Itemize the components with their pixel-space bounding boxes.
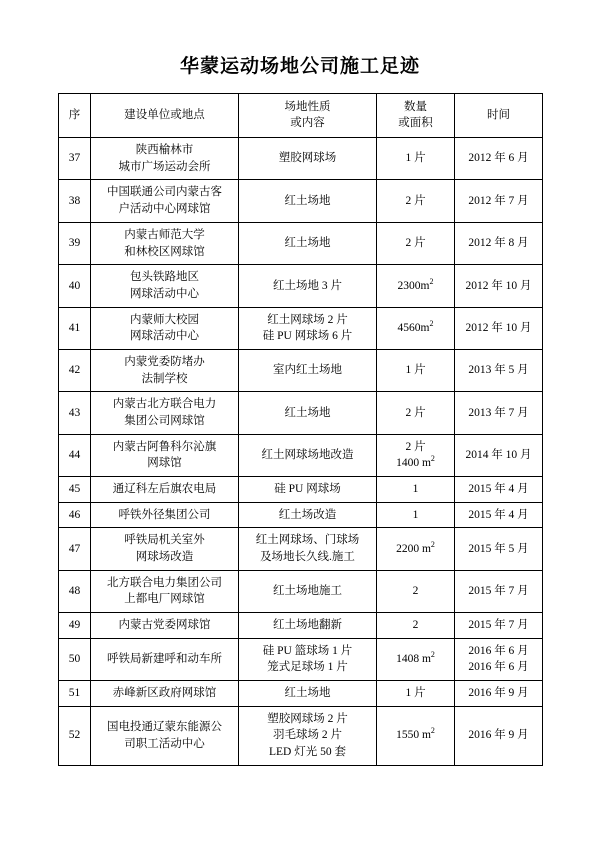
table-row bbox=[59, 638, 543, 680]
table-row bbox=[59, 476, 543, 502]
cell-unit bbox=[91, 502, 239, 528]
column-header-nature-line1: 场地性质 bbox=[284, 100, 331, 113]
cell-qty bbox=[377, 476, 455, 502]
page-title: 华蒙运动场地公司施工足迹 bbox=[179, 56, 420, 77]
cell-qty bbox=[377, 307, 455, 349]
cell-qty-line: 2200 $m^2$ bbox=[396, 539, 435, 555]
cell-unit bbox=[91, 476, 239, 502]
cell-time bbox=[455, 392, 543, 434]
cell-qty-line: $2300m^2$ bbox=[397, 276, 434, 292]
table-row bbox=[59, 502, 543, 528]
cell-time bbox=[455, 138, 543, 180]
table-row bbox=[59, 570, 543, 612]
cell-nature-line: 红土场地翻新 bbox=[273, 618, 342, 631]
cell-unit-line: 内蒙古阿鲁科尔沁旗 bbox=[112, 440, 217, 453]
cell-nature bbox=[239, 476, 377, 502]
cell-unit-line: 城市广场运动会所 bbox=[118, 160, 211, 173]
cell-qty bbox=[377, 392, 455, 434]
cell-nature-line: 塑胶网球场 bbox=[278, 152, 337, 165]
cell-unit-line: 内蒙师大校园 bbox=[130, 313, 199, 326]
cell-unit-line: 国电投通辽蒙东能源公 bbox=[107, 720, 222, 733]
cell-time bbox=[455, 349, 543, 391]
cell-nature-line: 红土网球场 2 片 bbox=[267, 313, 348, 326]
table-row bbox=[59, 138, 543, 180]
cell-time bbox=[455, 180, 543, 222]
cell-time-line: 2016 年 9 月 bbox=[468, 686, 529, 699]
cell-qty bbox=[377, 138, 455, 180]
cell-nature bbox=[239, 502, 377, 528]
cell-qty bbox=[377, 612, 455, 638]
cell-time bbox=[455, 307, 543, 349]
table-header-row bbox=[59, 93, 543, 137]
cell-time bbox=[455, 680, 543, 706]
cell-unit bbox=[91, 180, 239, 222]
cell-seq: 48 bbox=[59, 570, 91, 612]
column-header-seq: 序 bbox=[59, 93, 91, 137]
cell-nature bbox=[239, 706, 377, 765]
cell-unit-line: 陕西榆林市 bbox=[135, 144, 194, 157]
cell-unit-line: 司职工活动中心 bbox=[124, 737, 205, 750]
cell-qty bbox=[377, 222, 455, 264]
cell-time bbox=[455, 570, 543, 612]
cell-unit-line: 网球活动中心 bbox=[130, 330, 199, 343]
cell-nature-line: 硅 PU 篮球场 1 片 bbox=[262, 644, 353, 657]
cell-unit-line: 北方联合电力集团公司 bbox=[107, 576, 222, 589]
cell-nature bbox=[239, 349, 377, 391]
cell-seq: 49 bbox=[59, 612, 91, 638]
cell-time bbox=[455, 265, 543, 307]
cell-unit-line: 内蒙古师范大学 bbox=[124, 228, 205, 241]
cell-qty-line: 1 片 bbox=[405, 152, 426, 165]
table-row bbox=[59, 180, 543, 222]
cell-seq: 43 bbox=[59, 392, 91, 434]
column-header-unit: 建设单位或地点 bbox=[91, 93, 239, 137]
cell-unit-line: 法制学校 bbox=[141, 372, 188, 385]
cell-nature-line: 硅 PU 网球场 6 片 bbox=[262, 330, 353, 343]
cell-qty-line: 1 片 bbox=[405, 686, 426, 699]
cell-nature bbox=[239, 307, 377, 349]
cell-seq: 50 bbox=[59, 638, 91, 680]
cell-unit-line: 赤峰新区政府网球馆 bbox=[112, 686, 217, 699]
cell-nature-line: 塑胶网球场 2 片 bbox=[267, 712, 348, 725]
cell-nature-line: 红土场地 bbox=[284, 237, 331, 250]
column-header-time: 时间 bbox=[455, 93, 543, 137]
cell-nature bbox=[239, 392, 377, 434]
cell-seq: 44 bbox=[59, 434, 91, 476]
cell-time bbox=[455, 612, 543, 638]
cell-qty bbox=[377, 265, 455, 307]
cell-time bbox=[455, 706, 543, 765]
cell-nature bbox=[239, 638, 377, 680]
cell-nature-line: 红土场地施工 bbox=[273, 584, 342, 597]
cell-seq: 37 bbox=[59, 138, 91, 180]
cell-time bbox=[455, 528, 543, 570]
cell-unit bbox=[91, 706, 239, 765]
table-body bbox=[59, 138, 543, 765]
cell-nature-line: 硅 PU 网球场 bbox=[274, 482, 341, 495]
cell-seq: 39 bbox=[59, 222, 91, 264]
cell-qty-line: 1400 $m^2$ bbox=[396, 454, 435, 470]
cell-qty-line: 2 片 bbox=[405, 194, 426, 207]
cell-seq: 46 bbox=[59, 502, 91, 528]
cell-time-line: 2016 年 9 月 bbox=[468, 729, 529, 742]
cell-time-line: 2014 年 10 月 bbox=[465, 448, 532, 461]
column-header-nature bbox=[239, 93, 377, 137]
cell-qty bbox=[377, 528, 455, 570]
cell-qty bbox=[377, 434, 455, 476]
cell-qty bbox=[377, 502, 455, 528]
cell-time-line: 2013 年 7 月 bbox=[468, 406, 529, 419]
cell-nature-line: 及场地长久线.施工 bbox=[260, 550, 355, 563]
cell-qty bbox=[377, 680, 455, 706]
cell-qty-line: $4560m^2$ bbox=[397, 319, 434, 334]
cell-unit bbox=[91, 265, 239, 307]
cell-nature bbox=[239, 680, 377, 706]
cell-time bbox=[455, 434, 543, 476]
cell-time-line: 2016 年 6 月 bbox=[468, 661, 529, 674]
cell-nature bbox=[239, 265, 377, 307]
cell-qty-line: 2 bbox=[412, 584, 419, 597]
cell-unit bbox=[91, 434, 239, 476]
cell-unit bbox=[91, 349, 239, 391]
cell-seq: 38 bbox=[59, 180, 91, 222]
cell-qty-line: 1550 $m^2$ bbox=[396, 726, 435, 742]
table-header bbox=[59, 93, 543, 137]
cell-unit-line: 中国联通公司内蒙古客 bbox=[107, 186, 222, 199]
cell-unit bbox=[91, 222, 239, 264]
cell-seq: 52 bbox=[59, 706, 91, 765]
column-header-qty-line1: 数量 bbox=[404, 100, 427, 113]
cell-nature-line: 红土网球场地改造 bbox=[261, 448, 354, 461]
cell-time-line: 2012 年 8 月 bbox=[468, 237, 529, 250]
cell-nature-line: 红土场地 3 片 bbox=[273, 279, 342, 292]
cell-unit-line: 呼铁外径集团公司 bbox=[118, 508, 211, 521]
cell-qty-line: 2 bbox=[412, 618, 419, 631]
cell-qty bbox=[377, 638, 455, 680]
cell-seq: 47 bbox=[59, 528, 91, 570]
table-row bbox=[59, 222, 543, 264]
table-row bbox=[59, 434, 543, 476]
cell-nature bbox=[239, 434, 377, 476]
cell-unit-line: 网球馆 bbox=[147, 457, 182, 470]
cell-time bbox=[455, 222, 543, 264]
cell-qty-line: 1 bbox=[412, 508, 419, 521]
cell-unit-line: 呼铁局新建呼和动车所 bbox=[107, 652, 222, 665]
cell-unit bbox=[91, 392, 239, 434]
cell-unit-line: 内蒙古北方联合电力 bbox=[112, 398, 217, 411]
cell-nature bbox=[239, 138, 377, 180]
cell-nature-line: 笼式足球场 1 片 bbox=[267, 661, 348, 674]
cell-unit bbox=[91, 612, 239, 638]
cell-time bbox=[455, 502, 543, 528]
cell-unit-line: 内蒙古党委网球馆 bbox=[118, 618, 211, 631]
cell-unit-line: 和林校区网球馆 bbox=[124, 245, 205, 258]
cell-qty bbox=[377, 706, 455, 765]
cell-time-line: 2012 年 6 月 bbox=[468, 152, 529, 165]
cell-unit bbox=[91, 307, 239, 349]
cell-qty-line: 2 片 bbox=[405, 406, 426, 419]
column-header-qty-line2: 或面积 bbox=[398, 117, 433, 130]
cell-nature-line: LED 灯光 50 套 bbox=[269, 745, 346, 758]
cell-nature-line: 红土场改造 bbox=[278, 508, 337, 521]
table-row bbox=[59, 307, 543, 349]
cell-unit-line: 集团公司网球馆 bbox=[124, 414, 205, 427]
table-row bbox=[59, 612, 543, 638]
cell-time-line: 2015 年 4 月 bbox=[468, 508, 529, 521]
cell-unit bbox=[91, 138, 239, 180]
cell-seq: 42 bbox=[59, 349, 91, 391]
cell-unit-line: 通辽科左后旗农电局 bbox=[112, 482, 217, 495]
cell-unit bbox=[91, 680, 239, 706]
cell-time-line: 2016 年 6 月 bbox=[468, 644, 529, 657]
table-row bbox=[59, 265, 543, 307]
cell-qty-line: 1 片 bbox=[405, 364, 426, 377]
cell-unit-line: 网球活动中心 bbox=[130, 287, 199, 300]
column-header-nature-line2: 或内容 bbox=[290, 117, 325, 130]
table-row bbox=[59, 680, 543, 706]
cell-unit bbox=[91, 570, 239, 612]
cell-qty-line: 1 bbox=[412, 482, 419, 495]
cell-time bbox=[455, 638, 543, 680]
cell-seq: 45 bbox=[59, 476, 91, 502]
cell-qty-line: 2 片 bbox=[405, 440, 426, 453]
cell-qty bbox=[377, 570, 455, 612]
cell-unit-line: 上都电厂网球馆 bbox=[124, 593, 205, 606]
cell-unit bbox=[91, 638, 239, 680]
table-row bbox=[59, 392, 543, 434]
cell-unit-line: 网球场改造 bbox=[135, 550, 194, 563]
cell-time-line: 2015 年 5 月 bbox=[468, 542, 529, 555]
cell-time-line: 2013 年 5 月 bbox=[468, 364, 529, 377]
cell-nature bbox=[239, 222, 377, 264]
cell-unit-line: 包头铁路地区 bbox=[130, 271, 199, 284]
construction-record-table bbox=[58, 93, 543, 766]
cell-time-line: 2012 年 10 月 bbox=[465, 321, 532, 334]
column-header-qty bbox=[377, 93, 455, 137]
cell-nature bbox=[239, 612, 377, 638]
cell-nature-line: 红土场地 bbox=[284, 194, 331, 207]
table-row bbox=[59, 528, 543, 570]
cell-unit-line: 内蒙党委防堵办 bbox=[124, 355, 205, 368]
cell-nature-line: 羽毛球场 2 片 bbox=[273, 729, 342, 742]
cell-nature-line: 室内红土场地 bbox=[273, 364, 342, 377]
cell-nature-line: 红土场地 bbox=[284, 686, 331, 699]
cell-time-line: 2015 年 7 月 bbox=[468, 584, 529, 597]
cell-nature-line: 红土网球场、门球场 bbox=[255, 534, 360, 547]
cell-qty-line: 1408 $m^2$ bbox=[396, 650, 435, 665]
cell-time bbox=[455, 476, 543, 502]
cell-unit bbox=[91, 528, 239, 570]
table-row bbox=[59, 349, 543, 391]
cell-nature bbox=[239, 570, 377, 612]
cell-seq: 41 bbox=[59, 307, 91, 349]
cell-time-line: 2012 年 10 月 bbox=[465, 279, 532, 292]
cell-unit-line: 呼铁局机关室外 bbox=[124, 534, 205, 547]
cell-seq: 40 bbox=[59, 265, 91, 307]
cell-nature bbox=[239, 180, 377, 222]
cell-nature-line: 红土场地 bbox=[284, 406, 331, 419]
cell-unit-line: 户活动中心网球馆 bbox=[118, 203, 211, 216]
table-row bbox=[59, 706, 543, 765]
cell-qty bbox=[377, 349, 455, 391]
cell-nature bbox=[239, 528, 377, 570]
cell-qty-line: 2 片 bbox=[405, 237, 426, 250]
cell-qty bbox=[377, 180, 455, 222]
cell-time-line: 2015 年 7 月 bbox=[468, 618, 529, 631]
cell-seq: 51 bbox=[59, 680, 91, 706]
cell-time-line: 2012 年 7 月 bbox=[468, 194, 529, 207]
cell-time-line: 2015 年 4 月 bbox=[468, 482, 529, 495]
